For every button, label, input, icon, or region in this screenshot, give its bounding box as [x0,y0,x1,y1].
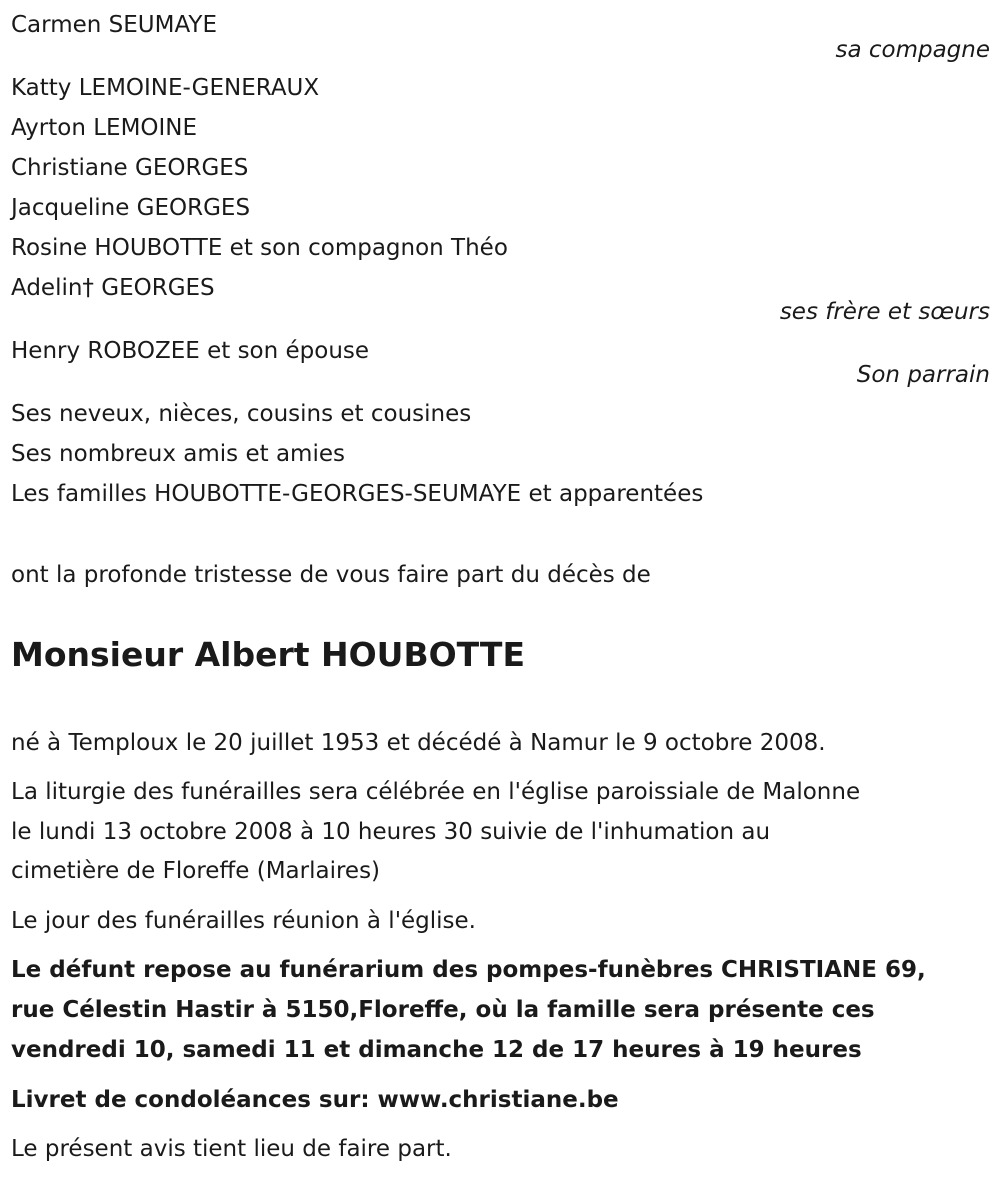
liturgy-line: le lundi 13 octobre 2008 à 10 heures 30 suivie de l'inhumation au [11,819,771,845]
sibling: Christiane GEORGES [11,155,249,181]
liturgy-line: cimetière de Floreffe (Marlaires) [11,858,381,884]
godfather-name: Henry ROBOZEE et son épouse [11,338,370,364]
partner-name: Carmen SEUMAYE [11,12,217,38]
sibling: Jacqueline GEORGES [11,195,251,221]
other-relatives: Ses neveux, nièces, cousins et cousines [11,401,472,427]
funerarium-line: vendredi 10, samedi 11 et dimanche 12 de 17 heures à 19 heures [11,1037,862,1063]
sibling: Adelin† GEORGES [11,275,215,301]
other-relatives: Les familles HOUBOTTE-GEORGES-SEUMAYE et apparentées [11,481,704,507]
sibling: Ayrton LEMOINE [11,115,198,141]
funerarium-line: rue Célestin Hastir à 5150,Floreffe, où la famille sera présente ces [11,997,875,1023]
meeting: Le jour des funérailles réunion à l'église. [11,908,476,934]
godfather-role: Son parrain [856,362,990,388]
sibling: Rosine HOUBOTTE et son compagnon Théo [11,235,508,261]
sibling: Katty LEMOINE-GENERAUX [11,75,320,101]
notice: Le présent avis tient lieu de faire part. [11,1136,452,1162]
condolences: Livret de condoléances sur: www.christiane.be [11,1087,619,1113]
deceased-name: Monsieur Albert HOUBOTTE [11,635,525,674]
birth-death: né à Temploux le 20 juillet 1953 et décédé à Namur le 9 octobre 2008. [11,730,826,756]
other-relatives: Ses nombreux amis et amies [11,441,345,467]
liturgy-line: La liturgie des funérailles sera célébrée en l'église paroissiale de Malonne [11,779,861,805]
funerarium-line: Le défunt repose au funérarium des pompes-funèbres CHRISTIANE 69, [11,957,926,983]
partner-role: sa compagne [835,37,990,63]
siblings-role: ses frère et sœurs [779,299,990,325]
announcement: ont la profonde tristesse de vous faire part du décès de [11,562,651,588]
